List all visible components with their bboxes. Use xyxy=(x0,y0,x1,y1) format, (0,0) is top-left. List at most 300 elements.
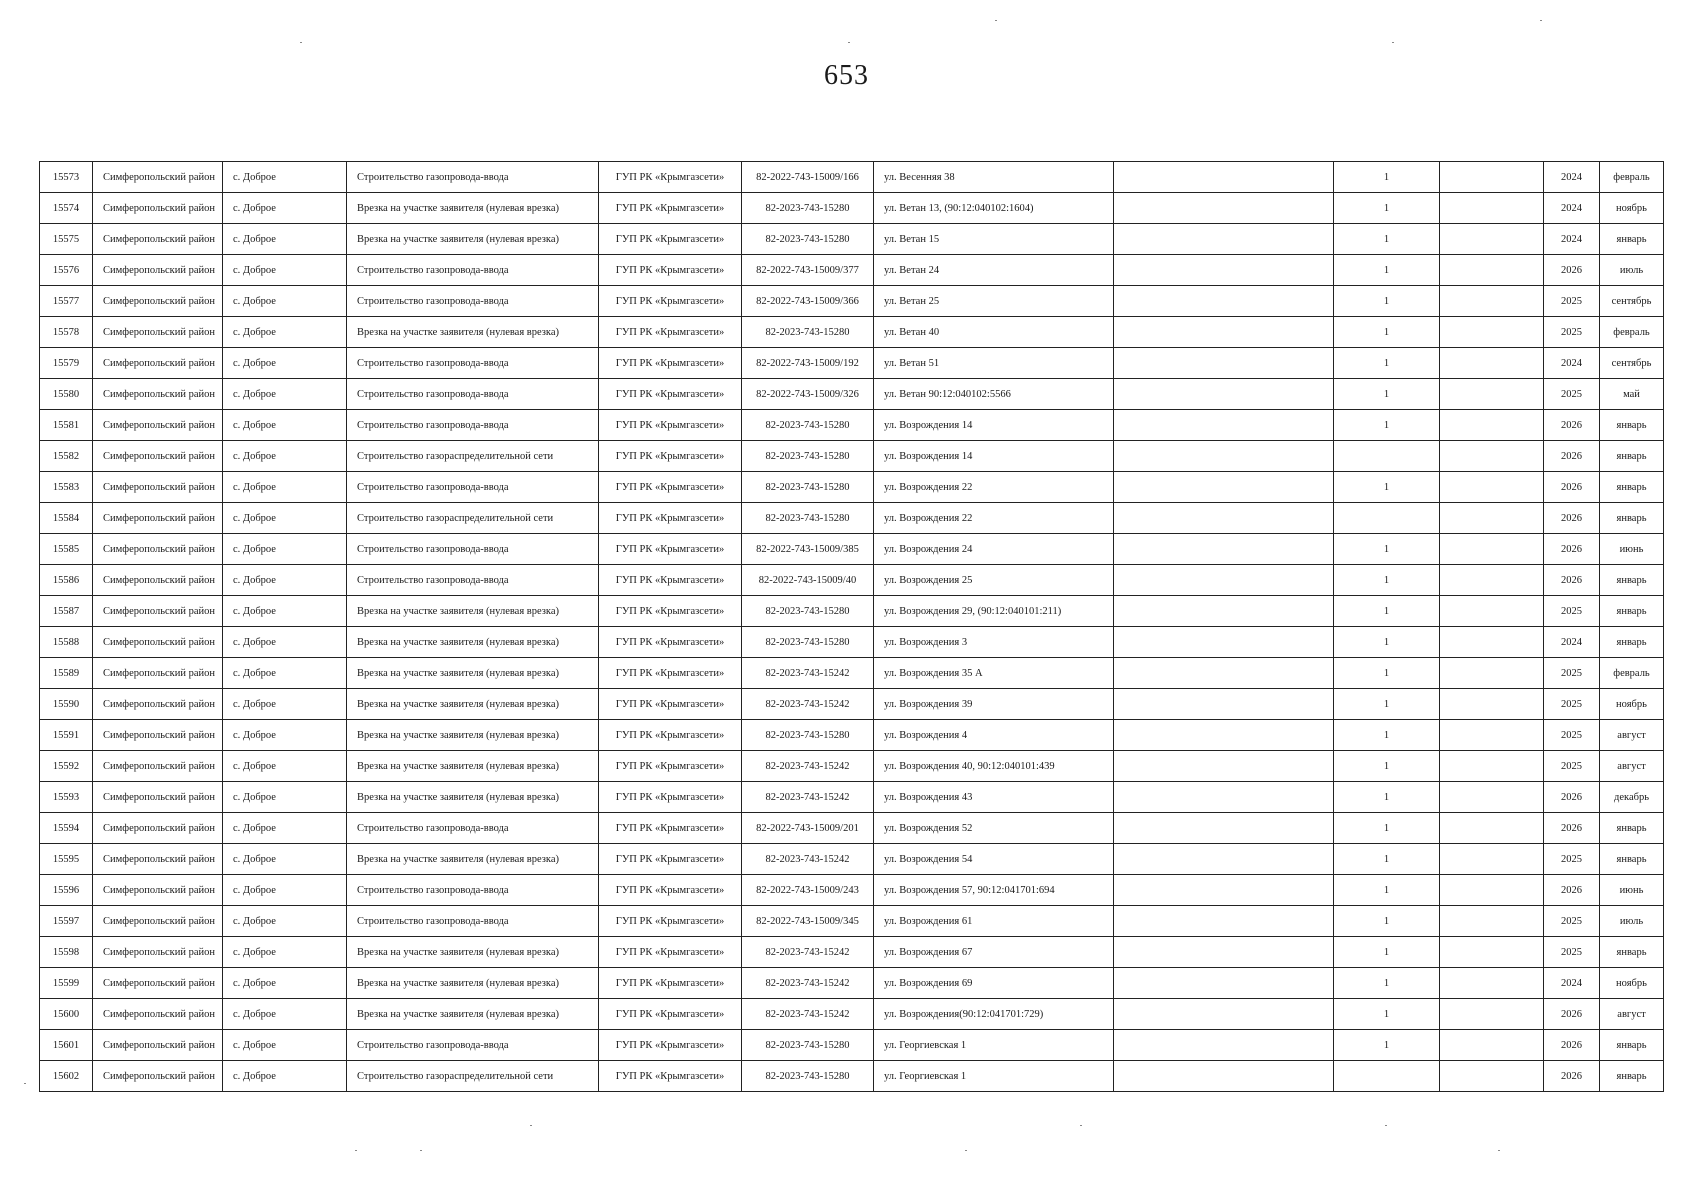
cell-month: февраль xyxy=(1600,658,1664,689)
cell-address: ул. Возрождения 24 xyxy=(874,534,1114,565)
cell-organization: ГУП РК «Крымгазсети» xyxy=(599,503,742,534)
cell-reference: 82-2022-743-15009/201 xyxy=(742,813,874,844)
cell-work-type: Строительство газораспределительной сети xyxy=(347,1061,599,1092)
cell-district: Симферопольский район xyxy=(93,751,223,782)
cell-empty xyxy=(1114,627,1334,658)
cell-empty xyxy=(1114,224,1334,255)
table-row xyxy=(40,348,1664,379)
cell-address: ул. Возрождения 35 А xyxy=(874,658,1114,689)
table-row xyxy=(40,193,1664,224)
cell-organization: ГУП РК «Крымгазсети» xyxy=(599,596,742,627)
cell-reference: 82-2022-743-15009/345 xyxy=(742,906,874,937)
table-row xyxy=(40,813,1664,844)
cell-number: 15575 xyxy=(40,224,93,255)
cell-year: 2025 xyxy=(1544,751,1600,782)
cell-organization: ГУП РК «Крымгазсети» xyxy=(599,782,742,813)
cell-locality: с. Доброе xyxy=(223,937,347,968)
cell-empty xyxy=(1440,782,1544,813)
cell-number: 15582 xyxy=(40,441,93,472)
cell-month: июль xyxy=(1600,906,1664,937)
cell-empty xyxy=(1114,472,1334,503)
table-row xyxy=(40,968,1664,999)
cell-number: 15574 xyxy=(40,193,93,224)
cell-empty xyxy=(1440,968,1544,999)
cell-locality: с. Доброе xyxy=(223,906,347,937)
table-row xyxy=(40,906,1664,937)
cell-number: 15573 xyxy=(40,162,93,193)
table-row xyxy=(40,782,1664,813)
cell-number: 15594 xyxy=(40,813,93,844)
cell-locality: с. Доброе xyxy=(223,317,347,348)
cell-empty xyxy=(1114,844,1334,875)
cell-empty xyxy=(1440,813,1544,844)
cell-number: 15578 xyxy=(40,317,93,348)
cell-district: Симферопольский район xyxy=(93,503,223,534)
cell-reference: 82-2023-743-15280 xyxy=(742,410,874,441)
cell-empty xyxy=(1114,937,1334,968)
table-row xyxy=(40,317,1664,348)
cell-month: январь xyxy=(1600,410,1664,441)
cell-district: Симферопольский район xyxy=(93,286,223,317)
cell-address: ул. Возрождения 61 xyxy=(874,906,1114,937)
cell-quantity: 1 xyxy=(1334,689,1440,720)
cell-quantity: 1 xyxy=(1334,596,1440,627)
cell-empty xyxy=(1440,255,1544,286)
cell-quantity: 1 xyxy=(1334,255,1440,286)
cell-district: Симферопольский район xyxy=(93,999,223,1030)
cell-work-type: Строительство газопровода-ввода xyxy=(347,565,599,596)
cell-empty xyxy=(1440,1030,1544,1061)
cell-district: Симферопольский район xyxy=(93,193,223,224)
cell-empty xyxy=(1114,379,1334,410)
cell-locality: с. Доброе xyxy=(223,751,347,782)
cell-empty xyxy=(1440,720,1544,751)
cell-organization: ГУП РК «Крымгазсети» xyxy=(599,286,742,317)
page-number: 653 xyxy=(824,60,869,91)
cell-year: 2026 xyxy=(1544,1061,1600,1092)
cell-organization: ГУП РК «Крымгазсети» xyxy=(599,472,742,503)
cell-work-type: Строительство газопровода-ввода xyxy=(347,875,599,906)
table-row xyxy=(40,627,1664,658)
cell-quantity xyxy=(1334,441,1440,472)
cell-locality: с. Доброе xyxy=(223,813,347,844)
cell-work-type: Врезка на участке заявителя (нулевая врезка) xyxy=(347,689,599,720)
cell-month: январь xyxy=(1600,596,1664,627)
table-row xyxy=(40,844,1664,875)
cell-address: ул. Возрождения 22 xyxy=(874,472,1114,503)
cell-empty xyxy=(1114,658,1334,689)
cell-organization: ГУП РК «Крымгазсети» xyxy=(599,1030,742,1061)
cell-empty xyxy=(1440,503,1544,534)
cell-year: 2026 xyxy=(1544,534,1600,565)
cell-empty xyxy=(1114,999,1334,1030)
cell-number: 15583 xyxy=(40,472,93,503)
cell-locality: с. Доброе xyxy=(223,162,347,193)
cell-empty xyxy=(1440,875,1544,906)
cell-year: 2025 xyxy=(1544,720,1600,751)
cell-address: ул. Ветан 24 xyxy=(874,255,1114,286)
cell-empty xyxy=(1114,1030,1334,1061)
cell-reference: 82-2023-743-15242 xyxy=(742,658,874,689)
cell-work-type: Врезка на участке заявителя (нулевая врезка) xyxy=(347,193,599,224)
cell-month: январь xyxy=(1600,503,1664,534)
cell-district: Симферопольский район xyxy=(93,875,223,906)
cell-work-type: Строительство газопровода-ввода xyxy=(347,286,599,317)
cell-work-type: Строительство газопровода-ввода xyxy=(347,255,599,286)
cell-empty xyxy=(1114,255,1334,286)
cell-district: Симферопольский район xyxy=(93,1061,223,1092)
cell-organization: ГУП РК «Крымгазсети» xyxy=(599,162,742,193)
cell-address: ул. Возрождения 52 xyxy=(874,813,1114,844)
cell-number: 15581 xyxy=(40,410,93,441)
cell-district: Симферопольский район xyxy=(93,782,223,813)
cell-district: Симферопольский район xyxy=(93,162,223,193)
cell-organization: ГУП РК «Крымгазсети» xyxy=(599,410,742,441)
cell-year: 2024 xyxy=(1544,627,1600,658)
cell-empty xyxy=(1440,596,1544,627)
table-row xyxy=(40,503,1664,534)
table-row xyxy=(40,689,1664,720)
cell-locality: с. Доброе xyxy=(223,844,347,875)
records-table xyxy=(39,161,1664,1092)
cell-reference: 82-2023-743-15280 xyxy=(742,1061,874,1092)
cell-number: 15579 xyxy=(40,348,93,379)
cell-empty xyxy=(1114,348,1334,379)
cell-month: май xyxy=(1600,379,1664,410)
cell-month: январь xyxy=(1600,472,1664,503)
cell-month: сентябрь xyxy=(1600,286,1664,317)
cell-month: февраль xyxy=(1600,317,1664,348)
cell-organization: ГУП РК «Крымгазсети» xyxy=(599,937,742,968)
cell-district: Симферопольский район xyxy=(93,441,223,472)
cell-reference: 82-2023-743-15242 xyxy=(742,968,874,999)
cell-reference: 82-2023-743-15280 xyxy=(742,472,874,503)
cell-district: Симферопольский район xyxy=(93,255,223,286)
cell-year: 2024 xyxy=(1544,224,1600,255)
cell-district: Симферопольский район xyxy=(93,906,223,937)
cell-year: 2025 xyxy=(1544,596,1600,627)
cell-year: 2024 xyxy=(1544,348,1600,379)
cell-number: 15595 xyxy=(40,844,93,875)
table-row xyxy=(40,565,1664,596)
cell-organization: ГУП РК «Крымгазсети» xyxy=(599,813,742,844)
cell-address: ул. Возрождения 14 xyxy=(874,441,1114,472)
cell-address: ул. Возрождения 43 xyxy=(874,782,1114,813)
cell-month: август xyxy=(1600,751,1664,782)
cell-district: Симферопольский район xyxy=(93,658,223,689)
cell-month: июнь xyxy=(1600,534,1664,565)
cell-address: ул. Возрождения 67 xyxy=(874,937,1114,968)
cell-month: январь xyxy=(1600,1061,1664,1092)
table-row xyxy=(40,999,1664,1030)
cell-work-type: Строительство газораспределительной сети xyxy=(347,503,599,534)
cell-quantity: 1 xyxy=(1334,193,1440,224)
cell-empty xyxy=(1114,193,1334,224)
cell-district: Симферопольский район xyxy=(93,534,223,565)
cell-district: Симферопольский район xyxy=(93,844,223,875)
cell-empty xyxy=(1114,906,1334,937)
cell-number: 15585 xyxy=(40,534,93,565)
cell-organization: ГУП РК «Крымгазсети» xyxy=(599,627,742,658)
cell-empty xyxy=(1114,503,1334,534)
cell-district: Симферопольский район xyxy=(93,813,223,844)
cell-quantity: 1 xyxy=(1334,1030,1440,1061)
cell-number: 15577 xyxy=(40,286,93,317)
cell-address: ул. Возрождения 4 xyxy=(874,720,1114,751)
cell-organization: ГУП РК «Крымгазсети» xyxy=(599,968,742,999)
cell-district: Симферопольский район xyxy=(93,720,223,751)
cell-year: 2025 xyxy=(1544,286,1600,317)
cell-quantity: 1 xyxy=(1334,999,1440,1030)
cell-year: 2025 xyxy=(1544,658,1600,689)
table-row xyxy=(40,255,1664,286)
cell-month: январь xyxy=(1600,1030,1664,1061)
cell-quantity: 1 xyxy=(1334,658,1440,689)
cell-empty xyxy=(1114,534,1334,565)
cell-empty xyxy=(1114,751,1334,782)
cell-locality: с. Доброе xyxy=(223,348,347,379)
cell-empty xyxy=(1114,1061,1334,1092)
records-table-wrapper xyxy=(39,161,1663,1092)
cell-locality: с. Доброе xyxy=(223,193,347,224)
cell-number: 15588 xyxy=(40,627,93,658)
cell-work-type: Строительство газопровода-ввода xyxy=(347,472,599,503)
cell-month: ноябрь xyxy=(1600,193,1664,224)
cell-district: Симферопольский район xyxy=(93,379,223,410)
cell-address: ул. Возрождения 25 xyxy=(874,565,1114,596)
cell-reference: 82-2022-743-15009/166 xyxy=(742,162,874,193)
cell-address: ул. Ветан 51 xyxy=(874,348,1114,379)
cell-address: ул. Возрождения 14 xyxy=(874,410,1114,441)
table-row xyxy=(40,751,1664,782)
cell-district: Симферопольский район xyxy=(93,317,223,348)
cell-empty xyxy=(1114,441,1334,472)
cell-empty xyxy=(1114,968,1334,999)
cell-reference: 82-2023-743-15280 xyxy=(742,720,874,751)
cell-reference: 82-2023-743-15280 xyxy=(742,596,874,627)
table-row xyxy=(40,1061,1664,1092)
cell-number: 15589 xyxy=(40,658,93,689)
cell-work-type: Строительство газопровода-ввода xyxy=(347,162,599,193)
cell-locality: с. Доброе xyxy=(223,999,347,1030)
cell-locality: с. Доброе xyxy=(223,968,347,999)
cell-work-type: Врезка на участке заявителя (нулевая врезка) xyxy=(347,751,599,782)
cell-year: 2026 xyxy=(1544,472,1600,503)
cell-year: 2025 xyxy=(1544,906,1600,937)
cell-locality: с. Доброе xyxy=(223,720,347,751)
cell-number: 15587 xyxy=(40,596,93,627)
cell-empty xyxy=(1440,286,1544,317)
cell-locality: с. Доброе xyxy=(223,627,347,658)
cell-empty xyxy=(1440,999,1544,1030)
cell-quantity: 1 xyxy=(1334,875,1440,906)
cell-year: 2025 xyxy=(1544,317,1600,348)
cell-number: 15586 xyxy=(40,565,93,596)
cell-quantity: 1 xyxy=(1334,565,1440,596)
cell-quantity xyxy=(1334,1061,1440,1092)
cell-locality: с. Доброе xyxy=(223,689,347,720)
cell-locality: с. Доброе xyxy=(223,565,347,596)
cell-year: 2025 xyxy=(1544,844,1600,875)
cell-address: ул. Ветан 25 xyxy=(874,286,1114,317)
cell-locality: с. Доброе xyxy=(223,782,347,813)
cell-locality: с. Доброе xyxy=(223,875,347,906)
cell-empty xyxy=(1114,875,1334,906)
cell-district: Симферопольский район xyxy=(93,689,223,720)
cell-quantity: 1 xyxy=(1334,937,1440,968)
cell-address: ул. Ветан 15 xyxy=(874,224,1114,255)
cell-quantity: 1 xyxy=(1334,751,1440,782)
cell-locality: с. Доброе xyxy=(223,1030,347,1061)
cell-organization: ГУП РК «Крымгазсети» xyxy=(599,565,742,596)
cell-organization: ГУП РК «Крымгазсети» xyxy=(599,348,742,379)
cell-year: 2026 xyxy=(1544,410,1600,441)
cell-quantity: 1 xyxy=(1334,348,1440,379)
cell-empty xyxy=(1440,751,1544,782)
cell-organization: ГУП РК «Крымгазсети» xyxy=(599,1061,742,1092)
cell-locality: с. Доброе xyxy=(223,534,347,565)
cell-work-type: Врезка на участке заявителя (нулевая врезка) xyxy=(347,937,599,968)
cell-month: февраль xyxy=(1600,162,1664,193)
cell-empty xyxy=(1114,689,1334,720)
cell-year: 2026 xyxy=(1544,565,1600,596)
cell-quantity: 1 xyxy=(1334,286,1440,317)
cell-year: 2024 xyxy=(1544,193,1600,224)
cell-quantity: 1 xyxy=(1334,224,1440,255)
cell-organization: ГУП РК «Крымгазсети» xyxy=(599,317,742,348)
cell-number: 15590 xyxy=(40,689,93,720)
cell-work-type: Строительство газопровода-ввода xyxy=(347,1030,599,1061)
cell-empty xyxy=(1440,379,1544,410)
cell-address: ул. Ветан 40 xyxy=(874,317,1114,348)
cell-reference: 82-2022-743-15009/326 xyxy=(742,379,874,410)
cell-work-type: Строительство газопровода-ввода xyxy=(347,534,599,565)
table-row xyxy=(40,937,1664,968)
cell-address: ул. Ветан 13, (90:12:040102:1604) xyxy=(874,193,1114,224)
cell-empty xyxy=(1440,906,1544,937)
cell-locality: с. Доброе xyxy=(223,379,347,410)
cell-number: 15599 xyxy=(40,968,93,999)
cell-work-type: Строительство газопровода-ввода xyxy=(347,906,599,937)
cell-locality: с. Доброе xyxy=(223,503,347,534)
cell-work-type: Врезка на участке заявителя (нулевая врезка) xyxy=(347,658,599,689)
cell-empty xyxy=(1114,286,1334,317)
cell-address: ул. Возрождения 3 xyxy=(874,627,1114,658)
cell-year: 2026 xyxy=(1544,1030,1600,1061)
cell-reference: 82-2022-743-15009/192 xyxy=(742,348,874,379)
cell-work-type: Строительство газопровода-ввода xyxy=(347,348,599,379)
table-row xyxy=(40,410,1664,441)
cell-year: 2026 xyxy=(1544,813,1600,844)
cell-reference: 82-2023-743-15280 xyxy=(742,441,874,472)
cell-work-type: Врезка на участке заявителя (нулевая врезка) xyxy=(347,627,599,658)
cell-quantity: 1 xyxy=(1334,410,1440,441)
cell-number: 15598 xyxy=(40,937,93,968)
cell-quantity: 1 xyxy=(1334,968,1440,999)
table-row xyxy=(40,596,1664,627)
cell-empty xyxy=(1440,844,1544,875)
cell-month: сентябрь xyxy=(1600,348,1664,379)
cell-number: 15576 xyxy=(40,255,93,286)
cell-quantity: 1 xyxy=(1334,534,1440,565)
cell-district: Симферопольский район xyxy=(93,472,223,503)
cell-reference: 82-2023-743-15280 xyxy=(742,317,874,348)
cell-organization: ГУП РК «Крымгазсети» xyxy=(599,689,742,720)
cell-address: ул. Георгиевская 1 xyxy=(874,1061,1114,1092)
cell-work-type: Строительство газораспределительной сети xyxy=(347,441,599,472)
cell-month: январь xyxy=(1600,627,1664,658)
cell-year: 2025 xyxy=(1544,379,1600,410)
cell-number: 15593 xyxy=(40,782,93,813)
cell-quantity xyxy=(1334,503,1440,534)
cell-year: 2026 xyxy=(1544,441,1600,472)
table-row xyxy=(40,379,1664,410)
cell-month: ноябрь xyxy=(1600,689,1664,720)
cell-address: ул. Возрождения 69 xyxy=(874,968,1114,999)
cell-year: 2026 xyxy=(1544,782,1600,813)
cell-organization: ГУП РК «Крымгазсети» xyxy=(599,751,742,782)
cell-work-type: Строительство газопровода-ввода xyxy=(347,379,599,410)
cell-month: январь xyxy=(1600,844,1664,875)
cell-organization: ГУП РК «Крымгазсети» xyxy=(599,875,742,906)
cell-number: 15597 xyxy=(40,906,93,937)
cell-quantity: 1 xyxy=(1334,162,1440,193)
cell-empty xyxy=(1440,1061,1544,1092)
cell-locality: с. Доброе xyxy=(223,441,347,472)
cell-reference: 82-2022-743-15009/366 xyxy=(742,286,874,317)
cell-work-type: Врезка на участке заявителя (нулевая врезка) xyxy=(347,596,599,627)
cell-reference: 82-2023-743-15280 xyxy=(742,503,874,534)
cell-work-type: Врезка на участке заявителя (нулевая врезка) xyxy=(347,317,599,348)
cell-address: ул. Георгиевская 1 xyxy=(874,1030,1114,1061)
cell-reference: 82-2023-743-15242 xyxy=(742,782,874,813)
cell-number: 15600 xyxy=(40,999,93,1030)
cell-month: январь xyxy=(1600,937,1664,968)
cell-empty xyxy=(1114,565,1334,596)
cell-empty xyxy=(1440,534,1544,565)
cell-district: Симферопольский район xyxy=(93,1030,223,1061)
cell-reference: 82-2023-743-15242 xyxy=(742,999,874,1030)
cell-locality: с. Доброе xyxy=(223,1061,347,1092)
cell-year: 2026 xyxy=(1544,999,1600,1030)
cell-empty xyxy=(1440,689,1544,720)
cell-number: 15584 xyxy=(40,503,93,534)
cell-reference: 82-2022-743-15009/377 xyxy=(742,255,874,286)
cell-month: январь xyxy=(1600,565,1664,596)
cell-work-type: Строительство газопровода-ввода xyxy=(347,813,599,844)
cell-month: июнь xyxy=(1600,875,1664,906)
cell-empty xyxy=(1440,317,1544,348)
table-row xyxy=(40,658,1664,689)
cell-address: ул. Возрождения 39 xyxy=(874,689,1114,720)
cell-quantity: 1 xyxy=(1334,379,1440,410)
cell-district: Симферопольский район xyxy=(93,968,223,999)
table-row xyxy=(40,472,1664,503)
cell-year: 2024 xyxy=(1544,162,1600,193)
table-row xyxy=(40,720,1664,751)
cell-year: 2026 xyxy=(1544,875,1600,906)
cell-number: 15592 xyxy=(40,751,93,782)
cell-work-type: Строительство газопровода-ввода xyxy=(347,410,599,441)
cell-address: ул. Возрождения 57, 90:12:041701:694 xyxy=(874,875,1114,906)
cell-reference: 82-2022-743-15009/243 xyxy=(742,875,874,906)
table-row xyxy=(40,286,1664,317)
cell-organization: ГУП РК «Крымгазсети» xyxy=(599,379,742,410)
cell-work-type: Врезка на участке заявителя (нулевая врезка) xyxy=(347,999,599,1030)
cell-empty xyxy=(1440,441,1544,472)
cell-empty xyxy=(1440,627,1544,658)
cell-work-type: Врезка на участке заявителя (нулевая врезка) xyxy=(347,782,599,813)
